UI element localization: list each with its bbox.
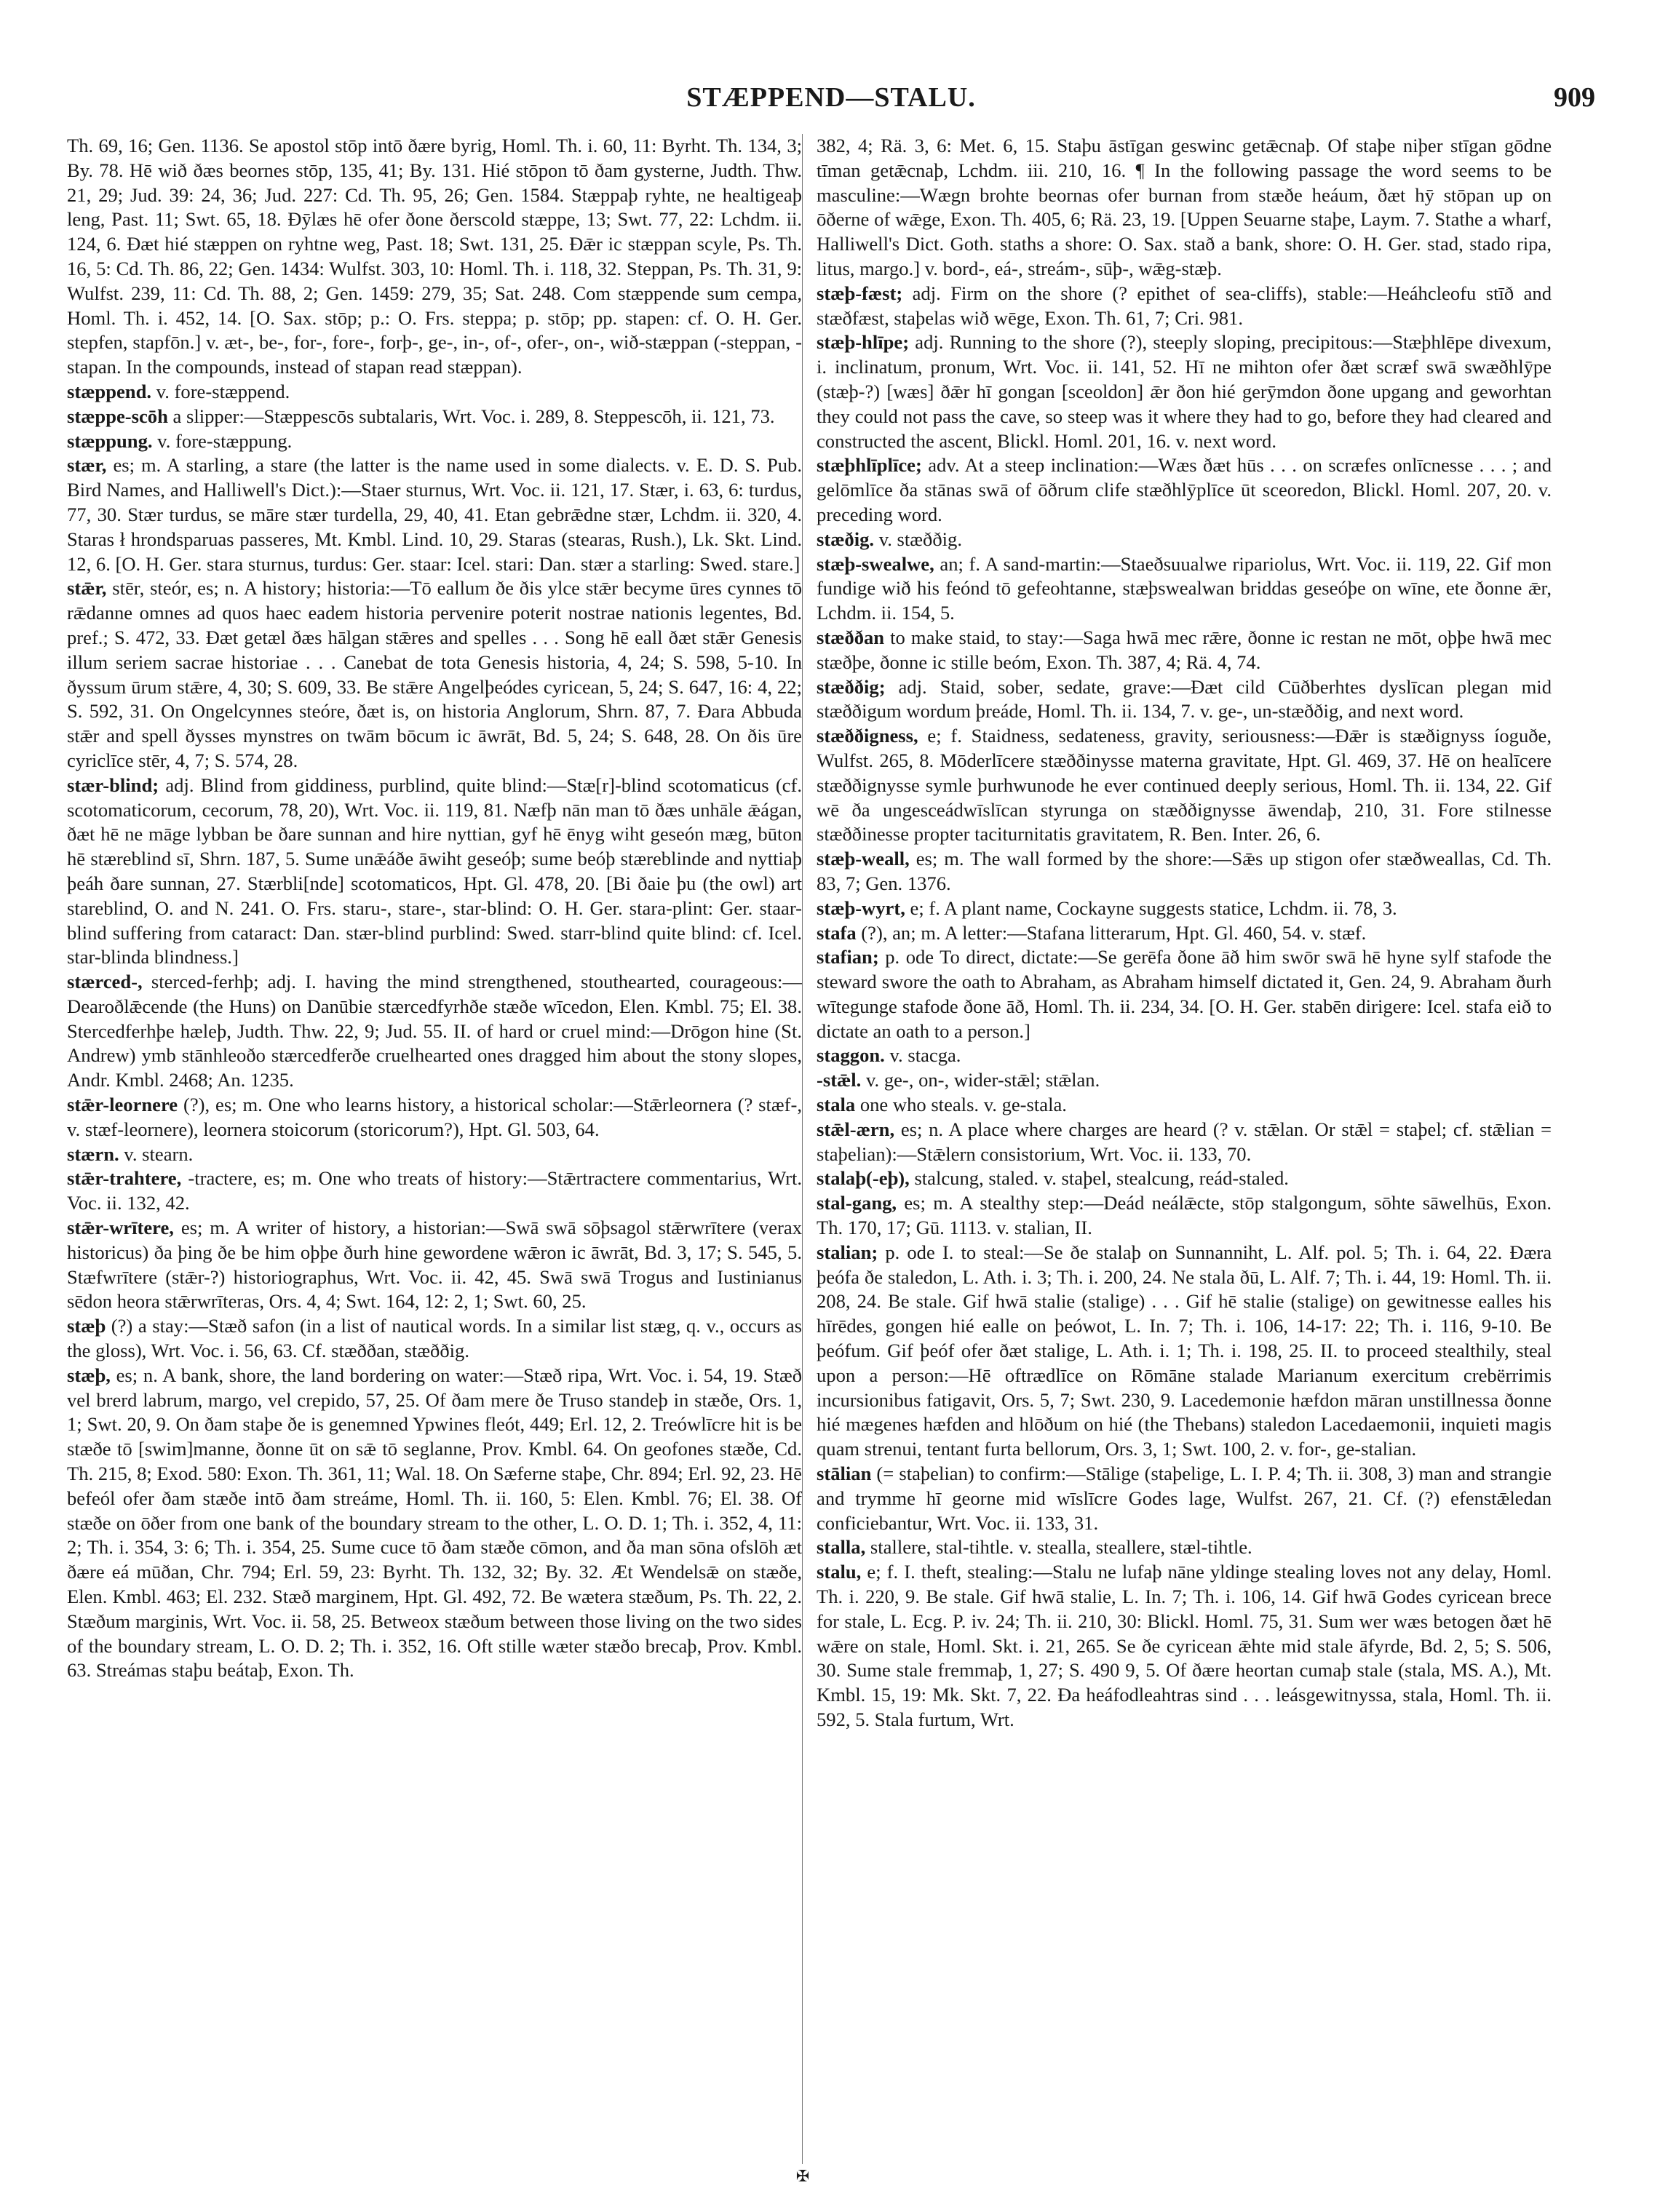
entry-text: v. stacga.	[884, 1044, 961, 1067]
entry-headword: stærn.	[67, 1142, 119, 1165]
entry-headword: stæþ-weall,	[817, 848, 910, 870]
dictionary-entry	[67, 453, 802, 576]
page-header	[67, 81, 1595, 125]
dictionary-entry	[67, 576, 802, 773]
entry-headword: stǣr,	[67, 577, 107, 600]
entry-headword: stǣr-trahtere,	[67, 1167, 182, 1190]
entry-headword: stalaþ(-eþ),	[817, 1167, 910, 1190]
entry-headword: stæppung.	[67, 429, 153, 452]
entry-text: es; n. A place where charges are heard (? v. stǣlan. Or stǣl = staþel; cf. stǣlian = staþelian):—Stǣlern consistorium, Wrt. Voc. ii. 133, 70.	[817, 1118, 1552, 1165]
dictionary-entry	[67, 1166, 802, 1216]
dictionary-entry	[817, 453, 1552, 527]
dictionary-entry	[817, 1093, 1552, 1118]
entry-text: e; f. I. theft, stealing:—Stalu ne lufaþ nāne yldinge stealing loves not any delay, Homl. Th. i. 220, 9. Be stale. Gif hwā stalie, L. In. 7; Th. i. 106, 14. Gif hwā Godes cyricean brece for stale, L. Ecg. P. iv. 24; Th. ii. 210, 30: Blickl. Homl. 75, 31. Sum wer wæs betogen ðæt hē wǣre on stale, Homl. Skt. i. 21, 265. Se ðe cyricean ǣhte mid stale āfyrde, Bd. 2, 5; S. 506, 30. Sume stale fremmaþ, 1, 27; S. 490 9, 5. Of ðære heortan cumaþ stale (stala, MS. A.), Mt. Kmbl. 15, 19: Mk. Skt. 7, 22. Ða heáfodleahtras sind . . . leásgewitnyssa, stala, Homl. Th. ii. 592, 5. Stala furtum, Wrt.	[817, 1561, 1552, 1730]
dictionary-entry	[817, 1118, 1552, 1167]
dictionary-entry	[817, 552, 1552, 626]
entry-headword: stæððigness,	[817, 725, 918, 747]
dictionary-entry	[817, 847, 1552, 896]
entry-text: es; m. A starling, a stare (the latter is the name used in some dialects. v. E. D. S. Pub. Bird Names, and Halliwell's Dict.):—Staer sturnus, Wrt. Voc. ii. 121, 17. Stær, i. 63, 6: turdus, 77, 30. Stær turdus, se māre stær turdella, 29, 40, 41. Etan gebrǣdne stær, Lchdm. ii. 320, 4. Staras ł hrondsparuas passeres, Mt. Kmbl. Lind. 10, 29. Staras (stearas, Rush.), Lk. Skt. Lind. 12, 6. [O. H. Ger. stara sturnus, turdus: Ger. staar: Icel. stari: Dan. stær a starling: Swed. stare.]	[67, 454, 802, 575]
entry-headword: stær-blind;	[67, 773, 159, 796]
entry-headword: stǣl-ærn,	[817, 1118, 895, 1140]
dictionary-entry	[67, 1142, 802, 1167]
entry-text: stēr, steór, es; n. A history; historia:—Tō eallum ðe ðis ylce stǣr becyme ūres cynnes tō rǣdanne omnes ad quos haec eadem historia pervenire poterit nostrae nationis legentes, Bd. pref.; S. 472, 33. Ðæt getæl ðæs hālgan stǣres and spelles . . . Song hē eall ðæt stǣr Genesis illum seriem sacrae historiae . . . Canebat de tota Genesis historia, 4, 24; S. 598, 5-10. In ðyssum ūrum stǣre, 4, 30; S. 609, 33. Be stǣre Angelþeódes cyricean, 5, 24; S. 647, 16: 4, 22; S. 592, 31. On Ongelcynnes steóre, ðæt is, on historia Anglorum, Shrn. 87, 7. Ðara Abbuda stǣr and spell ðysses mynstres on twām bōcum ic āwrāt, Bd. 5, 24; S. 648, 28. On ðis ūre cyriclīce stēr, 4, 7; S. 574, 28.	[67, 577, 802, 771]
entry-headword: stærced-,	[67, 971, 143, 993]
dictionary-entry	[817, 1535, 1552, 1560]
entry-headword: stalu,	[817, 1561, 862, 1583]
entry-headword: stæþ-fæst;	[817, 282, 903, 304]
dictionary-entry	[817, 1068, 1552, 1093]
dictionary-entry	[817, 1191, 1552, 1241]
entry-text: v. ge-, on-, wider-stǣl; stǣlan.	[861, 1069, 1100, 1091]
entry-headword: stæppend.	[67, 380, 152, 402]
entry-headword: stǣr-leornere	[67, 1094, 178, 1116]
entry-text: (= staþelian) to confirm:—Stālige (staþelige, L. I. P. 4; Th. ii. 308, 3) man and strangie and trymme hī georne mid wīslīcre Godes lage, Wulfst. 267, 21. Cf. (?) efenstǣledan conficiebantur, Wrt. Voc. ii. 133, 31.	[817, 1463, 1552, 1534]
entry-headword: stæþ,	[67, 1364, 111, 1386]
entry-text: (?), es; m. One who learns history, a historical scholar:—Stǣrleornera (? stæf-, v. stæf-leornere), leornera stoicorum (storicorum?), Hpt. Gl. 503, 64.	[67, 1094, 802, 1140]
entry-headword: stala	[817, 1094, 856, 1116]
right-column	[817, 134, 1552, 2164]
entry-headword: stæðig.	[817, 528, 875, 550]
entry-text: es; m. The wall formed by the shore:—Sǣs up stigon ofer stæðweallas, Cd. Th. 83, 7; Gen. 1376.	[817, 848, 1552, 894]
column-divider	[802, 134, 803, 2164]
entry-text: (?) a stay:—Stæð safon (in a list of nautical words. In a similar list stæg, q. v., occurs as the gloss), Wrt. Voc. i. 56, 63. Cf. stæððan, stæððig.	[67, 1315, 802, 1362]
entry-text: v. stearn.	[119, 1142, 194, 1165]
entry-text: sterced-ferhþ; adj. I. having the mind strengthened, stouthearted, courageous:—Dearoðlǣcende (the Huns) on Danūbie stærcedfyrhðe stæðe wīcedon, Elen. Kmbl. 75; El. 38. Stercedferhþe hæleþ, Judth. Thw. 22, 9; Jud. 55. II. of hard or cruel mind:—Drōgon hine (St. Andrew) ymb stānhleoðo stærcedferðe cruelhearted ones dragged him about the stony slopes, Andr. Kmbl. 2468; An. 1235.	[67, 971, 802, 1091]
dictionary-entry	[67, 1093, 802, 1142]
entry-text: Th. 69, 16; Gen. 1136. Se apostol stōp intō ðære byrig, Homl. Th. i. 60, 11: Byrht. Th. 134, 3; By. 78. Hē wið ðæs beornes stōp, 135, 41; By. 131. Hié stōpon tō ðam gysterne, Judth. Thw. 21, 29; Jud. 39: 24, 36; Jud. 227: Cd. Th. 95, 26; Gen. 1584. Stæppaþ ryhte, ne healtigeaþ leng, Past. 11; Swt. 65, 18. Ðȳlæs hē ofer ðone ðerscold stæppe, 13; Swt. 77, 22: Lchdm. ii. 124, 6. Ðæt hié stæppen on ryhtne weg, Past. 18; Swt. 131, 25. Ðǣr ic stæppan scyle, Ps. Th. 16, 5: Cd. Th. 86, 22; Gen. 1434: Wulfst. 303, 10: Homl. Th. i. 118, 32. Steppan, Ps. Th. 31, 9: Wulfst. 239, 11: Cd. Th. 88, 2; Gen. 1459: 279, 35; Sat. 248. Com stæppende sum cempa, Homl. Th. i. 452, 14. [O. Sax. stōp; p.: O. Frs. steppa; p. stōp; pp. stapen: cf. O. H. Ger. stepfen, stapfōn.] v. æt-, be-, for-, fore-, forþ-, ge-, in-, of-, ofer-, on-, wið-stæppan (-steppan, -stapan. In the compounds, instead of stapan read stæppan).	[67, 135, 802, 378]
entry-headword: stær,	[67, 454, 107, 477]
entry-headword: stālian	[817, 1463, 872, 1485]
entry-text: stalcung, staled. v. staþel, stealcung, reád-staled.	[909, 1167, 1289, 1190]
entry-text: adj. Running to the shore (?), steeply sloping, precipitous:—Stæþhlēpe divexum, i. inclinatum, pronum, Wrt. Voc. ii. 141, 52. Hī ne mihton ofer ðæt scræf swā swæðhlȳpe (stæþ-?) [wæs] ðǣr hī gongan [sceoldon] ǣr ðon hié gerȳmdon ðone upgang and geworhtan they could not pass the cave, so steep was it where they had to go, before they had cleared and constructed the ascent, Blickl. Homl. 201, 16. v. next word.	[817, 331, 1552, 452]
entry-headword: stafa	[817, 921, 857, 944]
dictionary-entry	[817, 1241, 1552, 1462]
dictionary-entry	[67, 134, 802, 380]
dictionary-entry	[67, 429, 802, 454]
dictionary-entry	[67, 773, 802, 970]
running-head: STÆPPEND—STALU.	[686, 82, 976, 113]
dictionary-entry	[817, 945, 1552, 1043]
entry-text: adj. Blind from giddiness, purblind, quite blind:—Stæ[r]-blind scotomaticus (cf. scotomaticorum, cecorum, 78, 20), Wrt. Voc. ii. 119, 81. Næfþ nān man tō ðæs unhāle ǣágan, ðæt hē ne māge lybban be ðare sunnan and hire nyttian, gyf hē ēnyg wiht geseón mæg, būton hē stæreblind sī, Shrn. 187, 5. Sume unǣáðe āwiht geseóþ; sume beóþ stæreblinde and nyttiaþ þeáh ðare sunnan, 27. Stærbli[nde] scotomaticos, Hpt. Gl. 478, 20. [Bi ðaie þu (the owl) art stareblind, O. and N. 241. O. Frs. staru-, stare-, star-blind: O. H. Ger. stara-plint: Ger. staar-blind suffering from cataract: Dan. stær-blind purblind: Swed. starr-blind quite blind: cf. Icel. star-blinda blindness.]	[67, 773, 802, 968]
entry-text: (?), an; m. A letter:—Stafana litterarum, Hpt. Gl. 460, 54. v. stæf.	[856, 921, 1367, 944]
dictionary-entry	[817, 921, 1552, 946]
entry-headword: stǣr-wrītere,	[67, 1217, 174, 1239]
entry-text: adj. Staid, sober, sedate, grave:—Ðæt cild Cūðberhtes dyslīcan plegan mid stæððigum wordum þreáde, Homl. Th. ii. 134, 7. v. ge-, un-stæððig, and next word.	[817, 675, 1552, 723]
entry-text: e; f. Staidness, sedateness, gravity, seriousness:—Ðǣr is stæðignyss íoguðe, Wulfst. 265, 8. Mōderlīcere stæððinysse materna gravitate, Hpt. Gl. 469, 37. Hē on healīcere stæððignysse symle þurhwunode he ever continued deeply serious, Homl. Th. ii. 134, 22. Gif wē ða ungesceádwīslīcan styrunga on stæððignysse āwendaþ, 210, 31. Fore stilnesse stæððinesse propter taciturnitatis gravitatem, R. Ben. Inter. 26, 6.	[817, 725, 1552, 846]
entry-text: adj. Firm on the shore (? epithet of sea-cliffs), stable:—Heáhcleofu stīð and stæðfæst, staþelas wið wēge, Exon. Th. 61, 7; Cri. 981.	[817, 282, 1552, 329]
entry-headword: stæððig;	[817, 675, 886, 698]
entry-text: adv. At a steep inclination:—Wæs ðæt hūs . . . on scræfes onlīcnesse . . . ; and gelōmlīce ða stānas swā of ōðrum clife stæðhlȳplīce ūt sceoredon, Blickl. Homl. 207, 20. v. preceding word.	[817, 454, 1552, 525]
entry-headword: stal-gang,	[817, 1192, 897, 1214]
dictionary-entry	[67, 1364, 802, 1683]
entry-headword: stæppe-scōh	[67, 405, 168, 427]
dictionary-entry	[817, 1560, 1552, 1732]
dictionary-entry	[817, 724, 1552, 847]
dictionary-entry	[817, 675, 1552, 725]
dictionary-entry	[67, 970, 802, 1093]
entry-text: v. fore-stæppend.	[151, 380, 290, 402]
dictionary-entry	[817, 1166, 1552, 1191]
entry-text: -tractere, es; m. One who treats of history:—Stǣrtractere commentarius, Wrt. Voc. ii. 132, 42.	[67, 1167, 802, 1214]
dictionary-entry	[67, 405, 802, 429]
entry-text: p. ode To direct, dictate:—Se gerēfa ðone āð him swōr swā hē hyne sylf stafode the steward swore the oath to Abraham, as Abraham himself dictated it, Gen. 24, 9. Abraham ðurh wītegunge stafode ðone āð, Homl. Th. ii. 234, 34. [O. H. Ger. stabēn dirigere: Icel. stafa eið to dictate an oath to a person.]	[817, 946, 1552, 1042]
dictionary-entry	[817, 626, 1552, 675]
entry-text: 382, 4; Rä. 3, 6: Met. 6, 15. Staþu āstīgan geswinc getǣcnaþ. Of staþe niþer stīgan gōdne tīman getǣcnaþ, Lchdm. iii. 210, 16. ¶ In the following passage the word seems to be masculine:—Wægn brohte beornas ofer burnan from stæðe heáum, ðæt hȳ stōpan up on ōðerne of wǣge, Exon. Th. 405, 6; Rä. 23, 19. [Uppen Seuarne staþe, Laym. 7. Stathe a wharf, Halliwell's Dict. Goth. staths a shore: O. Sax. stað a bank, shore: O. H. Ger. stad, stado ripa, litus, margo.] v. bord-, eá-, streám-, sūþ-, wǣg-stæþ.	[817, 135, 1552, 279]
entry-text: es; n. A bank, shore, the land bordering on water:—Stæð ripa, Wrt. Voc. i. 54, 19. Stæð vel brerd labrum, margo, vel crepido, 57, 25. Of ðam mere ðe Truso standeþ in stæðe, Ors. 1, 1; Swt. 20, 9. On ðam staþe ðe is genemned Ypwines fleót, 449; Erl. 12, 2. Treówlīcre hit is be stæðe tō [swim]manne, ðonne ūt on sǣ tō seglanne, Prov. Kmbl. 64. On geofones stæðe, Cd. Th. 215, 8; Exod. 580: Exon. Th. 361, 11; Wal. 18. On Sæferne staþe, Chr. 894; Erl. 92, 23. Hē befeól ofer ðam stæðe intō ðam streáme, Homl. Th. ii. 160, 5: Elen. Kmbl. 76; El. 38. Of stæðe on ōðer from one bank of the boundary stream to the other, L. O. D. 1; Th. i. 352, 4, 11: 2; Th. i. 354, 3: 6; Th. i. 354, 25. Sume cuce tō ðam stæðe cōmon, and ða man sōna ofslōh æt ðære eá mūðan, Chr. 794; Erl. 59, 23: Byrht. Th. 132, 32; By. 32. Æt Wendelsǣ on stæðe, Elen. Kmbl. 463; El. 232. Stæð marginem, Hpt. Gl. 492, 72. Be wætera stæðum, Ps. Th. 22, 2. Stæðum marginis, Wrt. Voc. ii. 58, 25. Betweox stæðum between those living on the two sides of the boundary stream, L. O. D. 2; Th. i. 352, 16. Oft stille wæter stæðo brecaþ, Prov. Kmbl. 63. Streámas staþu beátaþ, Exon. Th.	[67, 1364, 802, 1682]
entry-headword: staggon.	[817, 1044, 885, 1067]
entry-headword: stæþ-swealwe,	[817, 552, 934, 575]
entry-headword: -stǣl.	[817, 1069, 862, 1091]
dictionary-entry	[817, 282, 1552, 331]
entry-headword: stæþ-wyrt,	[817, 896, 905, 919]
dictionary-entry	[67, 1216, 802, 1314]
entry-text: p. ode I. to steal:—Se ðe stalaþ on Sunnanniht, L. Alf. pol. 5; Th. i. 64, 22. Ðæra þeófa ðe staledon, L. Ath. i. 3; Th. i. 200, 24. Ne stala ðū, L. Alf. 7; Th. i. 44, 19: Homl. Th. ii. 208, 24. Be stale. Gif hwā stalie (stalige) . . . Gif hē stalie (stalige) on gewitnesse ealles his hīrēdes, gongen hié ealle on þeówot, L. In. 7; Th. i. 106, 14-17: 22; Th. i. 116, 9-10. Be þeófum. Gif þeóf ofer ðæt stalige, L. Ath. i. 1; Th. i. 198, 25. II. to proceed stealthily, steal upon a person:—Hē oftrædlīce on Rōmāne stalade Marianum exercitum crebërrimis incursionibus fatigavit, Ors. 5, 7; Swt. 230, 9. Lacedemonie hæfdon māran unstillnessa ðonne hié mægenes hæfden and hlōðum on hié (the Thebans) staledon Lacedaemonii, inquieti magis quam strenui, tentant furta bellorum, Ors. 3, 1; Swt. 100, 2. v. for-, ge-stalian.	[817, 1241, 1552, 1460]
entry-text: es; m. A stealthy step:—Deád neálǣcte, stōp stalgongum, sōhte sāwelhūs, Exon. Th. 170, 17; Gū. 1113. v. stalian, II.	[817, 1192, 1552, 1239]
entry-text: v. fore-stæppung.	[152, 429, 293, 452]
entry-headword: stæþ-hlīpe;	[817, 331, 910, 354]
page-number: 909	[1554, 82, 1595, 113]
entry-text: es; m. A writer of history, a historian:—Swā swā sōþsagol stǣrwrītere (verax historicus) ða þing ðe be him oþþe ðurh hine gewordene wǣron ic āwrāt, Bd. 3, 17; S. 545, 5. Stæfwrītere (stǣr-?) historiographus, Wrt. Voc. ii. 42, 45. Swā swā Trogus and Iustinianus sēdon heora stǣrwrīteras, Ors. 4, 4; Swt. 164, 12: 2, 1; Swt. 60, 25.	[67, 1217, 802, 1313]
entry-headword: stæþhlīplīce;	[817, 454, 922, 477]
entry-text: v. stæððig.	[874, 528, 962, 550]
dictionary-entry	[817, 1462, 1552, 1535]
entry-headword: stæþ	[67, 1315, 106, 1337]
entry-text: one who steals. v. ge-stala.	[855, 1094, 1067, 1116]
entry-headword: stæððan	[817, 626, 885, 648]
entry-headword: stalian;	[817, 1241, 878, 1263]
entry-headword: stafian;	[817, 946, 879, 968]
entry-text: to make staid, to stay:—Saga hwā mec rǣre, ðonne ic restan ne mōt, oþþe hwā mec stæðþe, ðonne ic stille beóm, Exon. Th. 387, 4; Rä. 4, 74.	[817, 626, 1552, 673]
dictionary-entry	[67, 1314, 802, 1364]
dictionary-entry	[817, 134, 1552, 282]
dictionary-entry	[67, 380, 802, 405]
entry-text: e; f. A plant name, Cockayne suggests statice, Lchdm. ii. 78, 3.	[905, 896, 1397, 919]
entry-text: a slipper:—Stæppescōs subtalaris, Wrt. Voc. i. 289, 8. Steppescōh, ii. 121, 73.	[167, 405, 775, 427]
dictionary-entry	[817, 896, 1552, 921]
dictionary-entry	[817, 330, 1552, 453]
entry-text: an; f. A sand-martin:—Staeðsuualwe ripariolus, Wrt. Voc. ii. 119, 22. Gif mon fundige wið his feónd tō gefeohtanne, stæþswealwan briddas geseóþe on wīne, ete ðonne ǣr, Lchdm. ii. 154, 5.	[817, 552, 1552, 624]
dictionary-entry	[817, 528, 1552, 552]
dictionary-entry	[817, 1043, 1552, 1068]
left-column	[67, 134, 802, 2164]
entry-text: stallere, stal-tihtle. v. stealla, steallere, stæl-tihtle.	[865, 1536, 1252, 1559]
entry-headword: stalla,	[817, 1536, 866, 1559]
signature-mark-icon: ✠	[795, 2167, 810, 2185]
